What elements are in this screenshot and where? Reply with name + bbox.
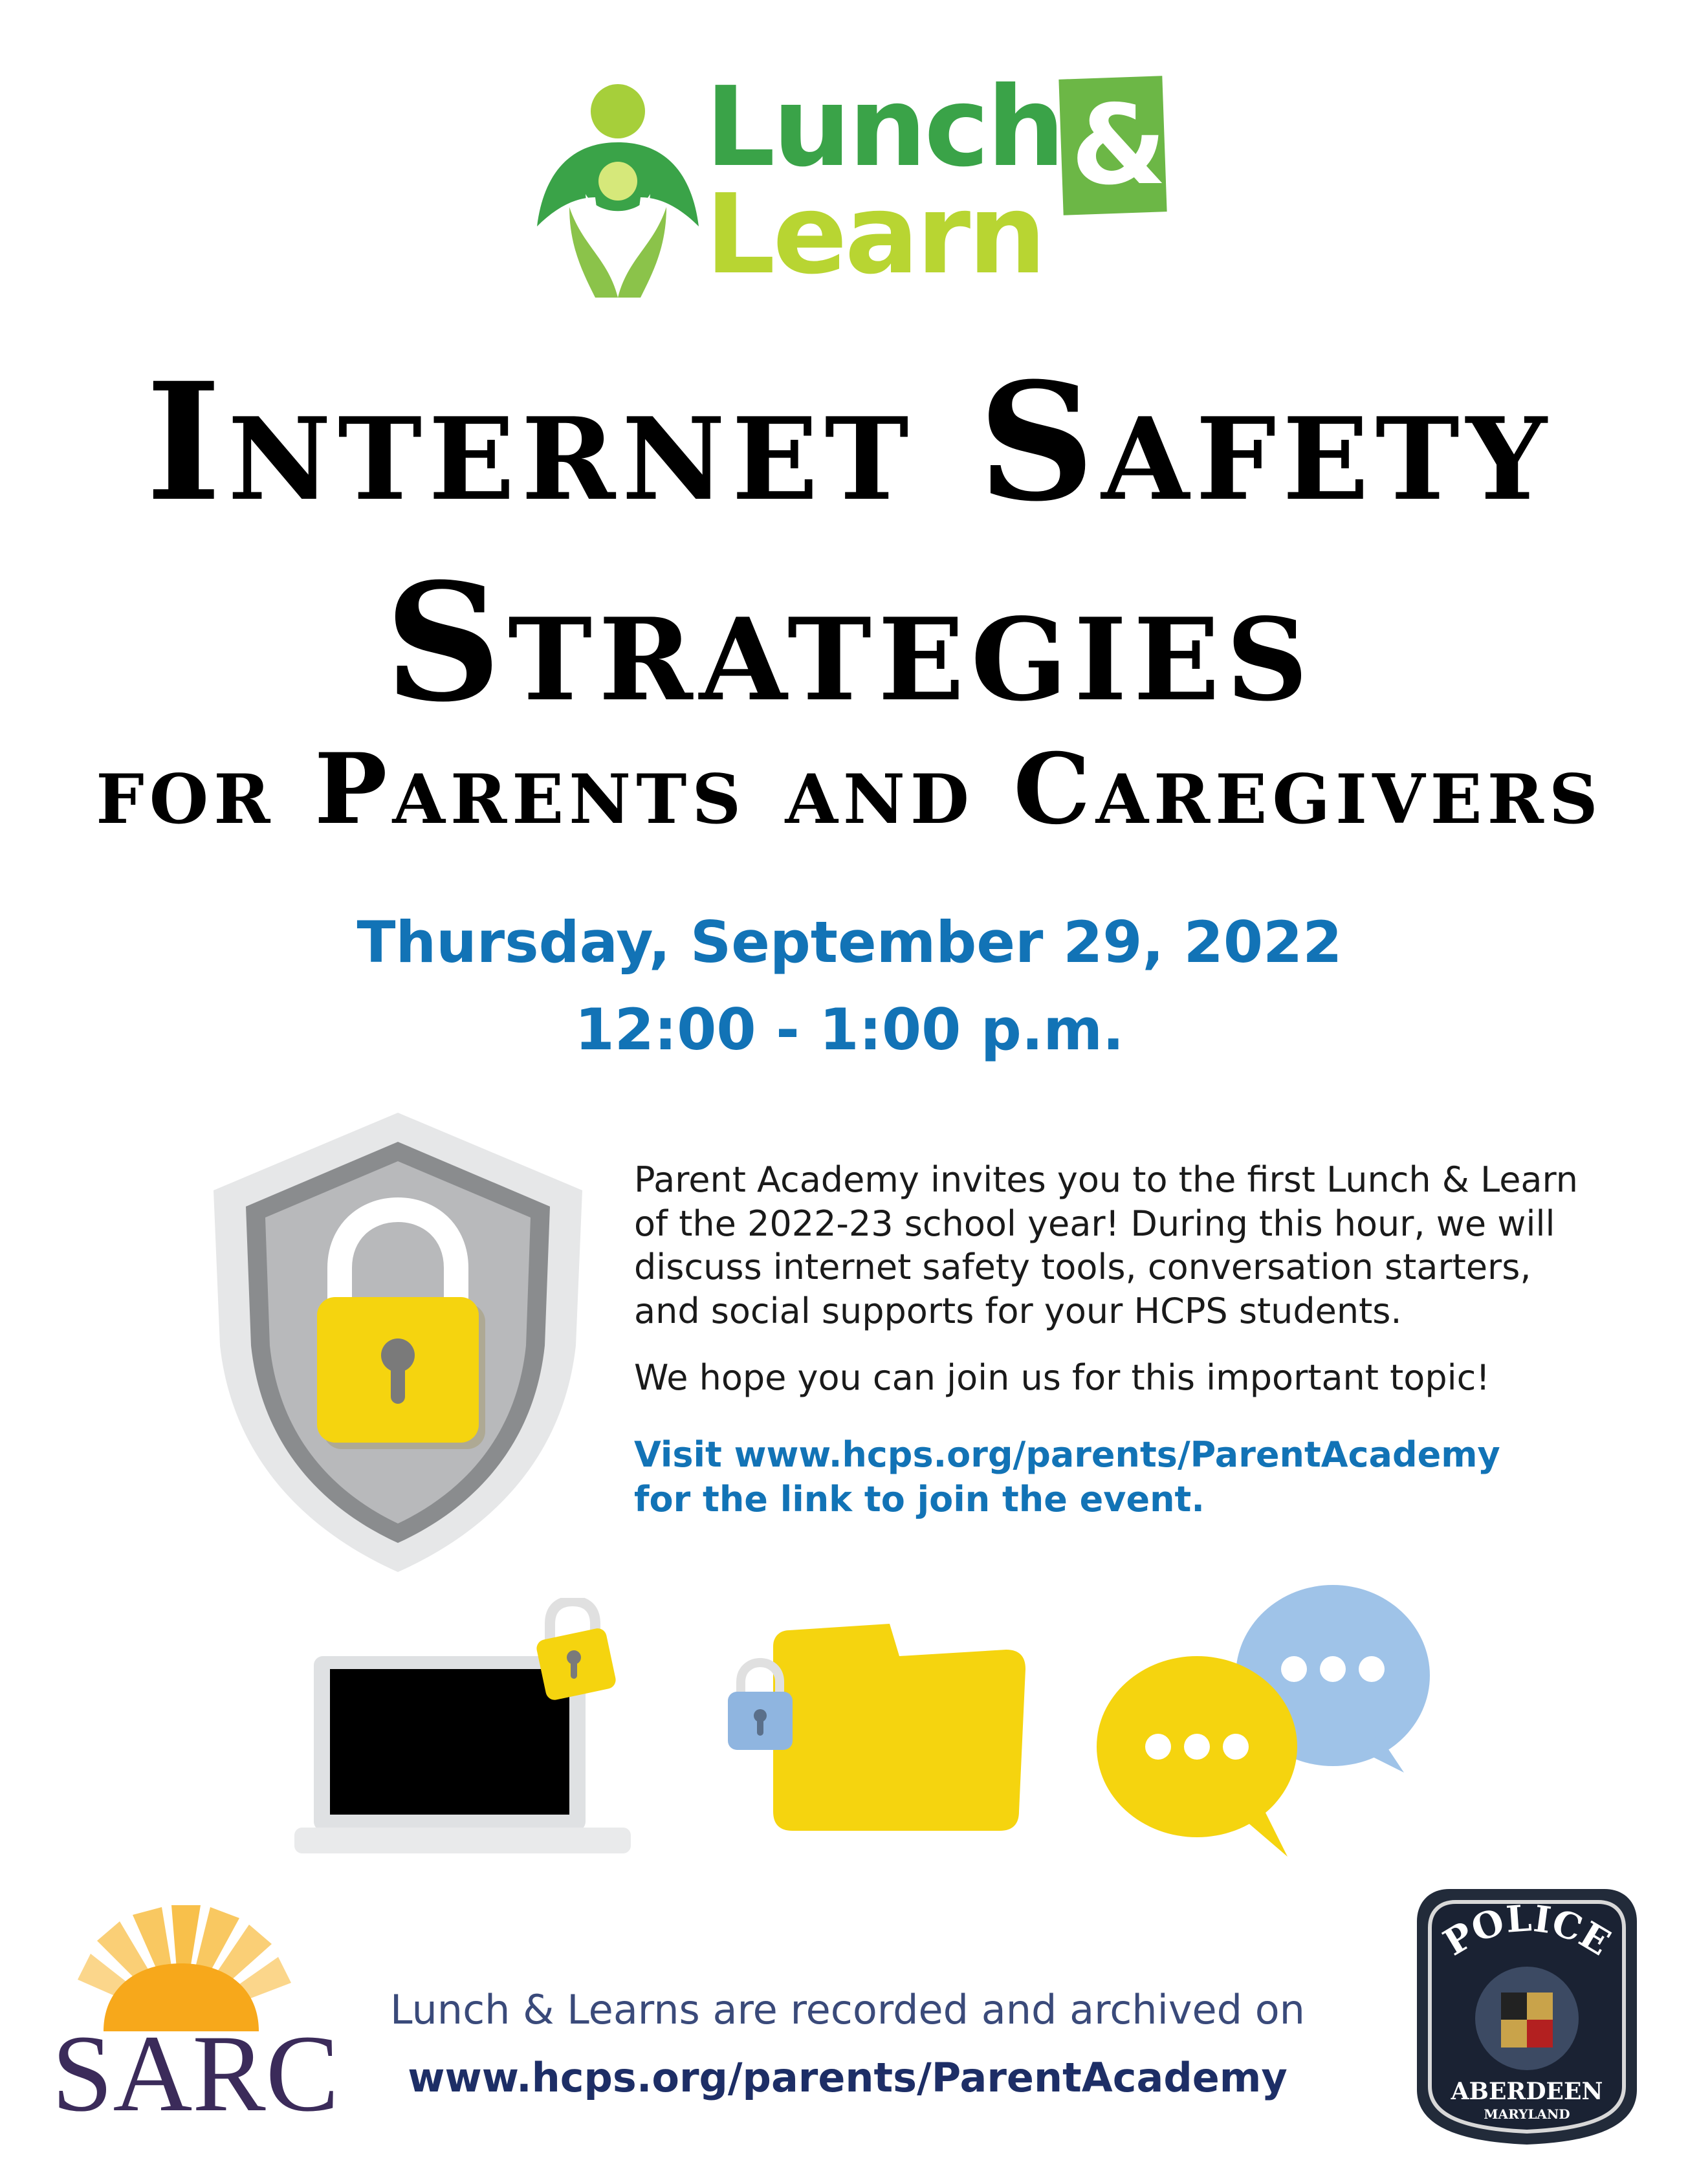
intro-paragraph: Parent Academy invites you to the first Lunch & Learn of the 2022-23 school year! During this hour, we will discuss internet safety tools, conversation starters, and social supports for your HCPS students. [634,1159,1579,1331]
body-copy [634,1158,1592,1522]
sarc-name: SARC [52,2013,340,2134]
lunch-and-learn-logo [531,63,1171,299]
folder-lock-icon [728,1617,1025,1837]
badge-top-text: POLICE [1436,1897,1618,1965]
police-badge-icon [1410,1876,1643,2148]
footer-archive-link[interactable]: www.hcps.org/parents/ParentAcademy [408,2054,1288,2101]
badge-state-text: MARYLAND [1484,2106,1570,2122]
logo-word-learn: Learn [705,171,1044,299]
family-figure-icon [531,78,705,298]
subtitle: for Parents and Caregivers [96,732,1603,846]
badge-city-text: ABERDEEN [1451,2078,1603,2105]
visit-link[interactable] [634,1432,1592,1522]
visit-link-line-2[interactable]: for the link to join the event. [634,1478,1205,1520]
chat-bubbles-icon [1093,1578,1430,1870]
event-time: 12:00 - 1:00 p.m. [575,996,1124,1063]
hope-paragraph: We hope you can join us for this important topic! [634,1357,1490,1398]
title-line-2: Strategies [384,547,1315,737]
laptop-lock-icon [294,1598,631,1857]
logo-word-lunch: Lunch [705,63,1063,191]
title-line-1: Internet Safety [146,347,1553,537]
sarc-sunrise-icon [52,1902,311,2031]
shield-lock-icon [214,1113,582,1572]
logo-ampersand: & [1071,82,1167,210]
visit-link-line-1[interactable]: Visit www.hcps.org/parents/ParentAcademy [634,1434,1500,1475]
footer-line-1: Lunch & Learns are recorded and archived on [390,1986,1305,2033]
event-date: Thursday, September 29, 2022 [356,909,1343,976]
